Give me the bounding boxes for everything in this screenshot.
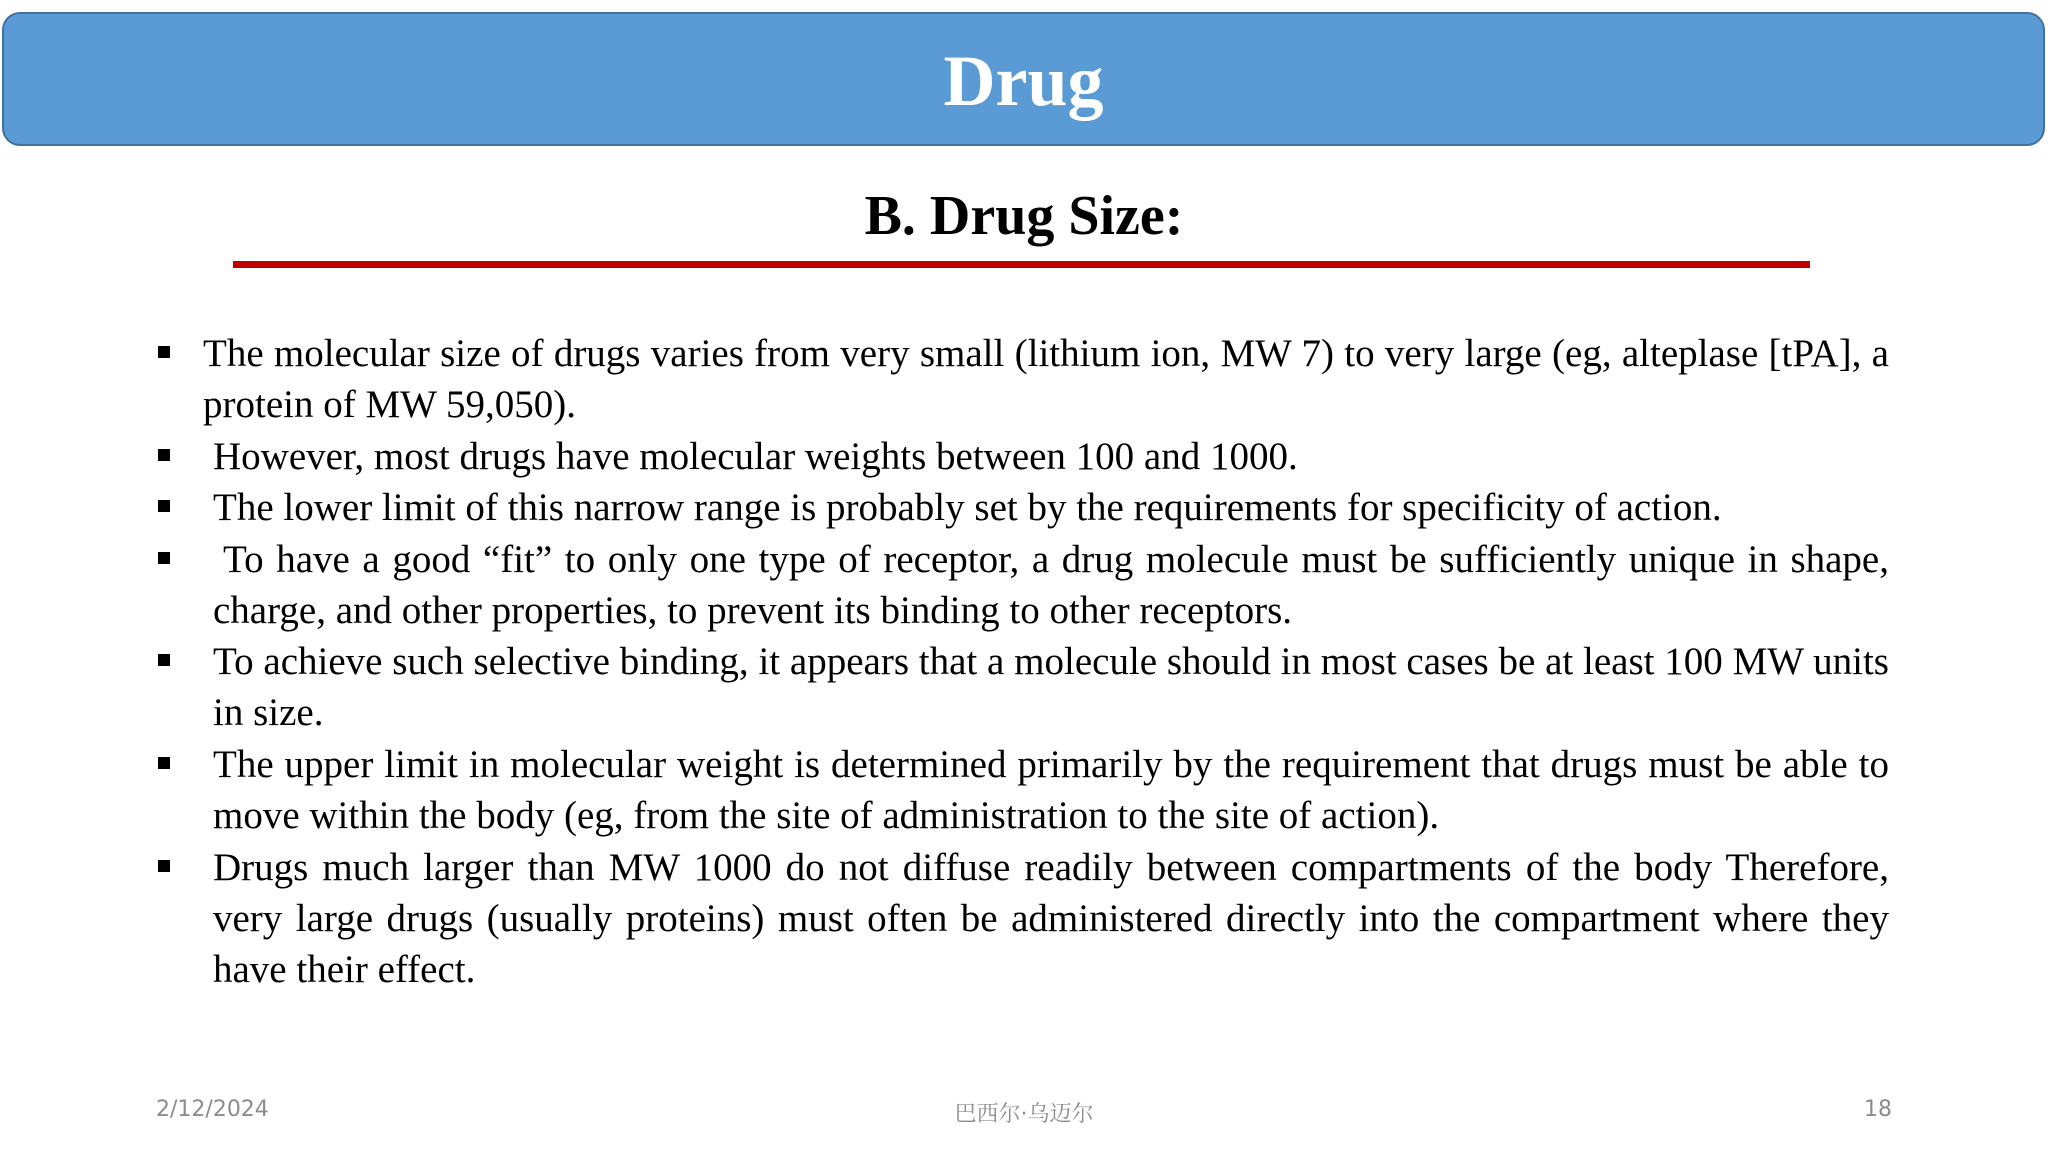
- bullet-item-5: To achieve such selective binding, it appears that a molecule should in most cases be at least 100 MW units in size.: [213, 640, 1889, 734]
- bullet-item-2: However, most drugs have molecular weights between 100 and 1000.: [213, 435, 1298, 478]
- bullet-item-7: Drugs much larger than MW 1000 do not diffuse readily between compartments of the body Therefore, very large drugs (usually proteins) must often be administered directly into the compartment where they have their effect.: [213, 846, 1889, 991]
- bullet-item-3: The lower limit of this narrow range is probably set by the requirements for specificity of action.: [213, 486, 1722, 529]
- footer-author: 巴西尔·乌迈尔: [954, 1102, 1094, 1127]
- bullet-item-4: To have a good “fit” to only one type of receptor, a drug molecule must be sufficiently unique in shape, charge, and other properties, to prevent its binding to other receptors.: [213, 538, 1889, 632]
- bullet-marker: [158, 449, 170, 461]
- slide-subtitle: B. Drug Size:: [864, 185, 1184, 247]
- bullet-marker: [158, 500, 170, 512]
- bullet-item-6: The upper limit in molecular weight is determined primarily by the requirement that drugs must be able to move within the body (eg, from the site of administration to the site of action).: [213, 743, 1889, 837]
- bullet-item-1: The molecular size of drugs varies from very small (lithium ion, MW 7) to very large (eg, alteplase [tPA], a protein of MW 59,050).: [203, 332, 1889, 426]
- bullet-marker: [158, 654, 170, 666]
- bullet-marker: [158, 552, 170, 564]
- bullet-marker: [158, 757, 170, 769]
- footer-page-number: 18: [1864, 1097, 1892, 1122]
- bullet-marker: [158, 860, 170, 872]
- slide-title: Drug: [943, 41, 1104, 121]
- footer-date: 2/12/2024: [156, 1097, 269, 1122]
- bullet-marker: [158, 346, 170, 358]
